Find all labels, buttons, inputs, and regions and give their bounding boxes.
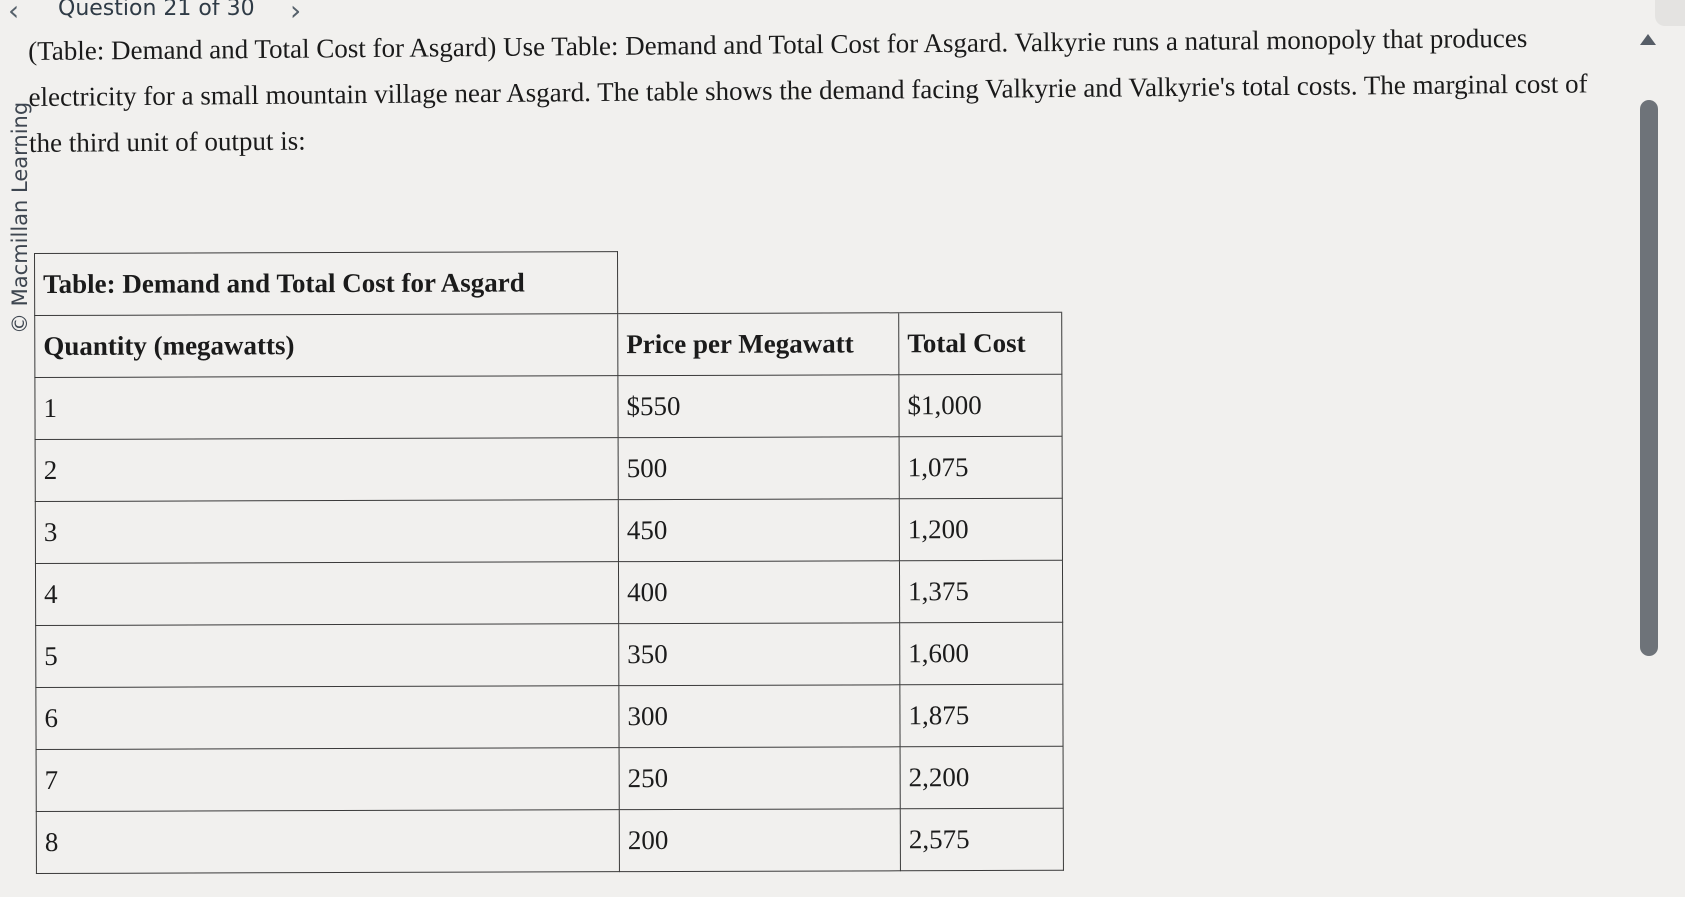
column-header-price: Price per Megawatt <box>618 313 899 376</box>
total-cost-cell: 1,075 <box>899 436 1062 499</box>
quantity-cell: 5 <box>36 624 619 688</box>
demand-cost-table <box>34 250 1064 874</box>
total-cost-cell: 1,600 <box>900 622 1063 685</box>
table-caption-spacer <box>617 251 898 314</box>
total-cost-cell: 1,875 <box>900 684 1063 747</box>
total-cost-cell: 1,200 <box>899 498 1062 561</box>
table-row <box>35 436 1062 501</box>
table-caption: Table: Demand and Total Cost for Asgard <box>35 252 618 316</box>
question-text: (Table: Demand and Total Cost for Asgard) Use Table: Demand and Total Cost for Asgard. Valkyrie runs a natural monopoly that produces electricity for a small mountain village near Asgard. The table shows the demand facing Valkyrie and Valkyrie's total costs. The marginal cost of the third unit of output is: <box>28 22 1588 158</box>
credit-text: © Macmillan Learning <box>8 101 32 334</box>
scroll-up-arrow-icon[interactable] <box>1640 34 1656 45</box>
table-row <box>35 374 1062 439</box>
quantity-cell: 1 <box>35 376 618 440</box>
column-header-total-cost: Total Cost <box>899 312 1062 375</box>
table-row <box>35 498 1062 563</box>
credit-watermark <box>0 101 32 342</box>
column-header-quantity: Quantity (megawatts) <box>35 314 618 378</box>
price-cell: 400 <box>618 561 899 624</box>
table-header-row <box>35 312 1062 377</box>
price-cell: 200 <box>619 809 900 872</box>
quantity-cell: 4 <box>35 562 618 626</box>
price-cell: 300 <box>619 685 900 748</box>
next-question-icon[interactable]: › <box>290 0 302 27</box>
scrollbar-thumb[interactable] <box>1640 100 1658 656</box>
total-cost-cell: 2,200 <box>900 746 1063 809</box>
table-caption-row <box>35 250 1062 315</box>
price-cell: 500 <box>618 437 899 500</box>
total-cost-cell: 2,575 <box>900 808 1063 871</box>
previous-question-icon[interactable]: ‹ <box>8 0 20 27</box>
table-row <box>36 808 1063 873</box>
table-caption-spacer <box>898 250 1061 313</box>
table-row <box>36 622 1063 687</box>
price-cell: 450 <box>618 499 899 562</box>
total-cost-cell: 1,375 <box>899 560 1062 623</box>
price-cell: 350 <box>619 623 900 686</box>
table-row <box>36 684 1063 749</box>
question-counter: Question 21 of 30 <box>58 0 255 21</box>
table-row <box>35 560 1062 625</box>
quantity-cell: 7 <box>36 748 619 812</box>
quantity-cell: 3 <box>35 500 618 564</box>
total-cost-cell: $1,000 <box>899 374 1062 437</box>
price-cell: 250 <box>619 747 900 810</box>
quantity-cell: 8 <box>36 810 619 874</box>
window-corner <box>1655 0 1685 26</box>
data-table-container <box>34 250 1064 874</box>
price-cell: $550 <box>618 375 899 438</box>
table-row <box>36 746 1063 811</box>
quantity-cell: 6 <box>36 686 619 750</box>
quantity-cell: 2 <box>35 438 618 502</box>
